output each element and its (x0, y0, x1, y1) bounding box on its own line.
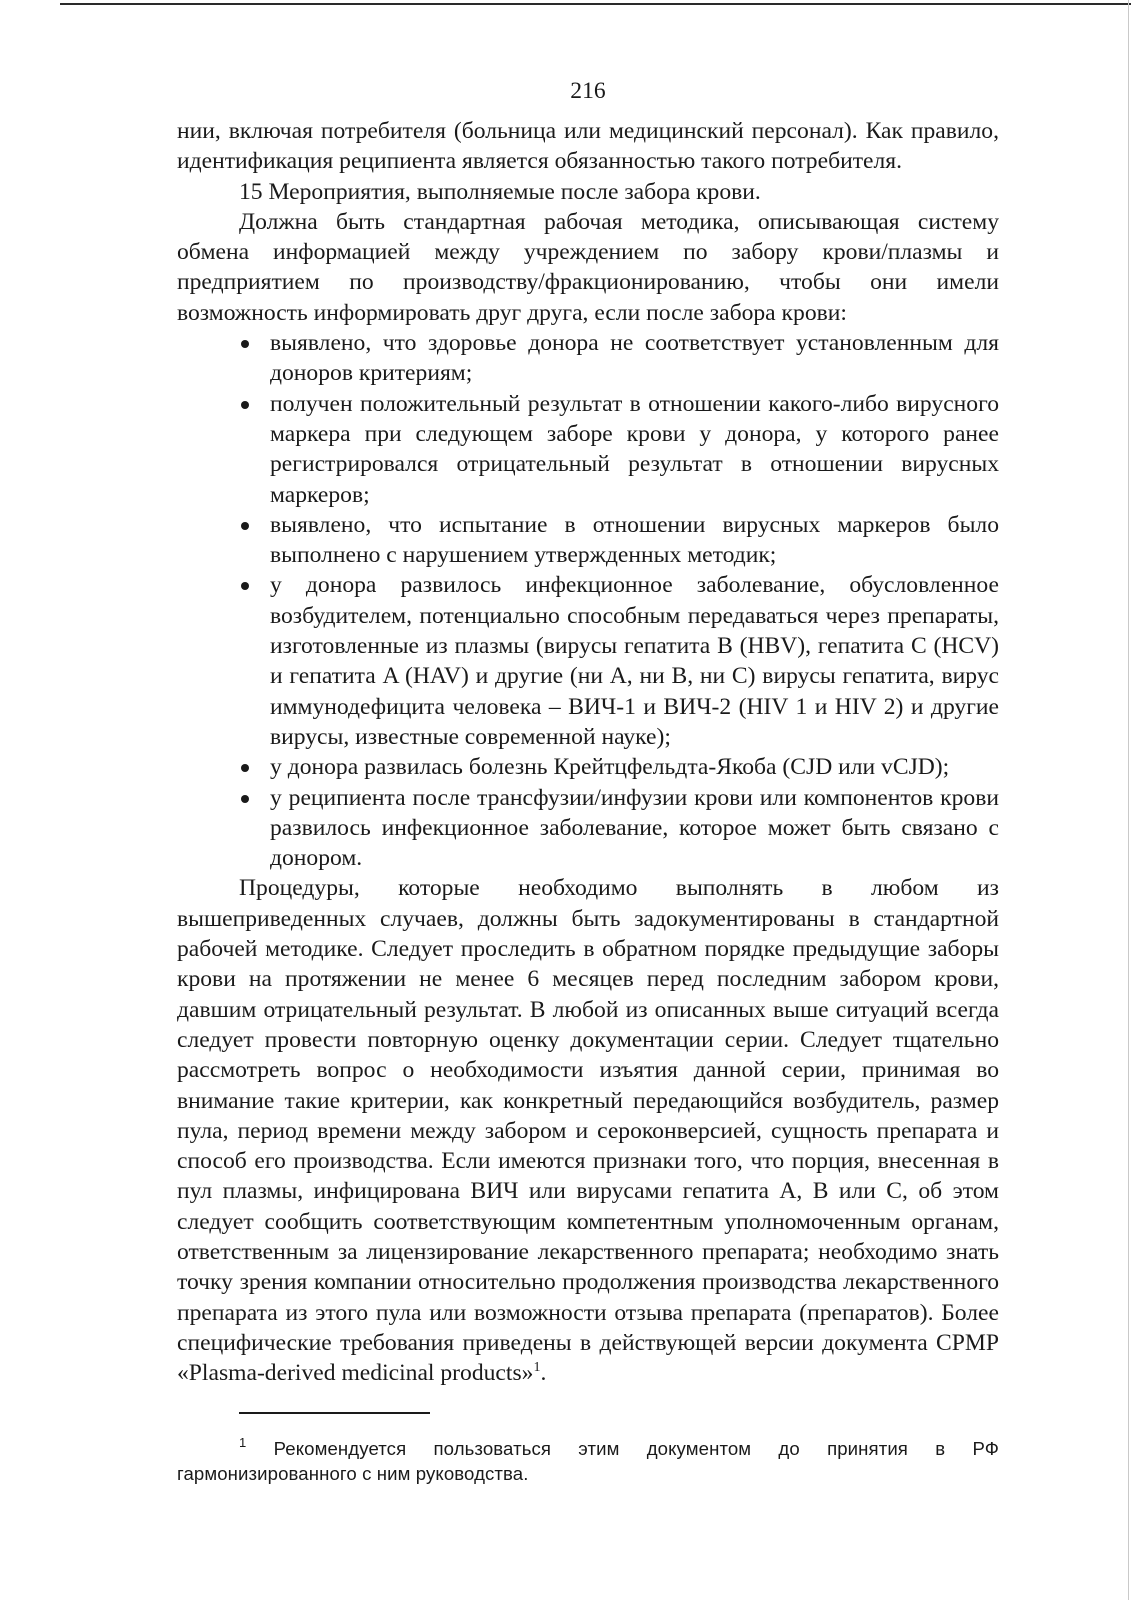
list-item (270, 752, 999, 782)
section-heading: 15 Мероприятия, выполняемые после забора крови. (239, 178, 761, 205)
intro-text: нии, включая потребителя (больница или медицинский персонал). Как правило, идентификация реципиента является обязанностью такого потребителя. (177, 118, 999, 175)
footnote (177, 1436, 999, 1486)
bullet-icon (241, 764, 249, 772)
list-item (270, 389, 999, 510)
footnote-text: Рекомендуется пользоваться этим документом до принятия в РФ гармонизированного с ним руководства. (177, 1438, 999, 1485)
list-item-text: у реципиента после трансфузии/инфузии крови или компонентов крови развилось инфекционное заболевание, которое может быть связано с донором. (270, 784, 999, 872)
scan-edge-top (60, 3, 1131, 5)
footnote-marker: 1 (239, 1435, 247, 1451)
list-item (270, 328, 999, 389)
list-item-text: у донора развилось инфекционное заболевание, обусловленное возбудителем, потенциально способным передаваться через препараты, изготовленные из плазмы (вирусы гепатита B (HBV), гепатита C (HCV) и гепатита A (HAV) и другие (ни A, ни B, ни C) вирусы гепатита, вирус иммунодефицита человека – ВИЧ-1 и ВИЧ-2 (HIV 1 и HIV 2) и другие вирусы, известные современной науке); (270, 572, 999, 750)
page-number: 216 (570, 78, 606, 104)
list-item-text: получен положительный результат в отношении какого-либо вирусного маркера при следующем заборе крови у донора, у которого ранее регистрировался отрицательный результат в отношении вирусных маркеров; (270, 390, 999, 508)
bullet-icon (241, 522, 249, 530)
bullet-icon (241, 582, 249, 590)
document-page (177, 76, 999, 1486)
footnote-reference: 1 (533, 1360, 541, 1376)
paragraph-end-punctuation: . (540, 1360, 547, 1387)
scan-edge-right (1128, 0, 1129, 1600)
paragraph-info-exchange: Должна быть стандартная рабочая методика, описывающая систему обмена информацией между учреждением по забору крови/плазмы и предприятием по производству/фракционированию, чтобы они имели возможность информировать друг друга, если после забора крови: (177, 208, 999, 326)
list-item-text: выявлено, что испытание в отношении вирусных маркеров было выполнено с нарушением утвержденных методик; (270, 511, 999, 569)
bullet-list (177, 328, 999, 873)
list-item (270, 510, 999, 571)
paragraph-procedures (177, 873, 999, 1388)
list-item (270, 783, 999, 874)
bullet-icon (241, 340, 249, 348)
footnote-separator (239, 1412, 430, 1414)
bullet-icon (241, 795, 249, 803)
list-item (270, 570, 999, 752)
list-item-text: выявлено, что здоровье донора не соответствует установленным для доноров критериям; (270, 330, 999, 387)
paragraph-procedures-text: Процедуры, которые необходимо выполнять в любом из вышеприведенных случаев, должны быть задокументированы в стандартной рабочей методике. Следует проследить в обратном порядке предыдущие заборы крови на протяжении не менее 6 месяцев перед последним забором крови, давшим отрицательный результат. В любой из описанных выше ситуаций всегда следует провести повторную оценку документации серии. Следует тщательно рассмотреть вопрос о необходимости изъятия данной серии, принимая во внимание такие критерии, как конкретный передающийся возбудитель, размер пула, период времени между забором и сероконверсией, сущность препарата и способ его производства. Если имеются признаки того, что порция, внесенная в пул плазмы, инфицирована ВИЧ или вирусами гепатита A, B или C, об этом следует сообщить соответствующим компетентным уполномоченным органам, ответственным за лицензирование лекарственного препарата; необходимо знать точку зрения компании относительно продолжения производства лекарственного препарата из этого пула или возможности отзыва препарата (препаратов). Более специфические требования приведены в действующей версии документа CPMP «Plasma-derived medicinal products» (177, 875, 999, 1387)
bullet-icon (241, 401, 249, 409)
list-item-text: у донора развилась болезнь Крейтцфельдта-Якоба (CJD или vCJD); (270, 754, 950, 781)
